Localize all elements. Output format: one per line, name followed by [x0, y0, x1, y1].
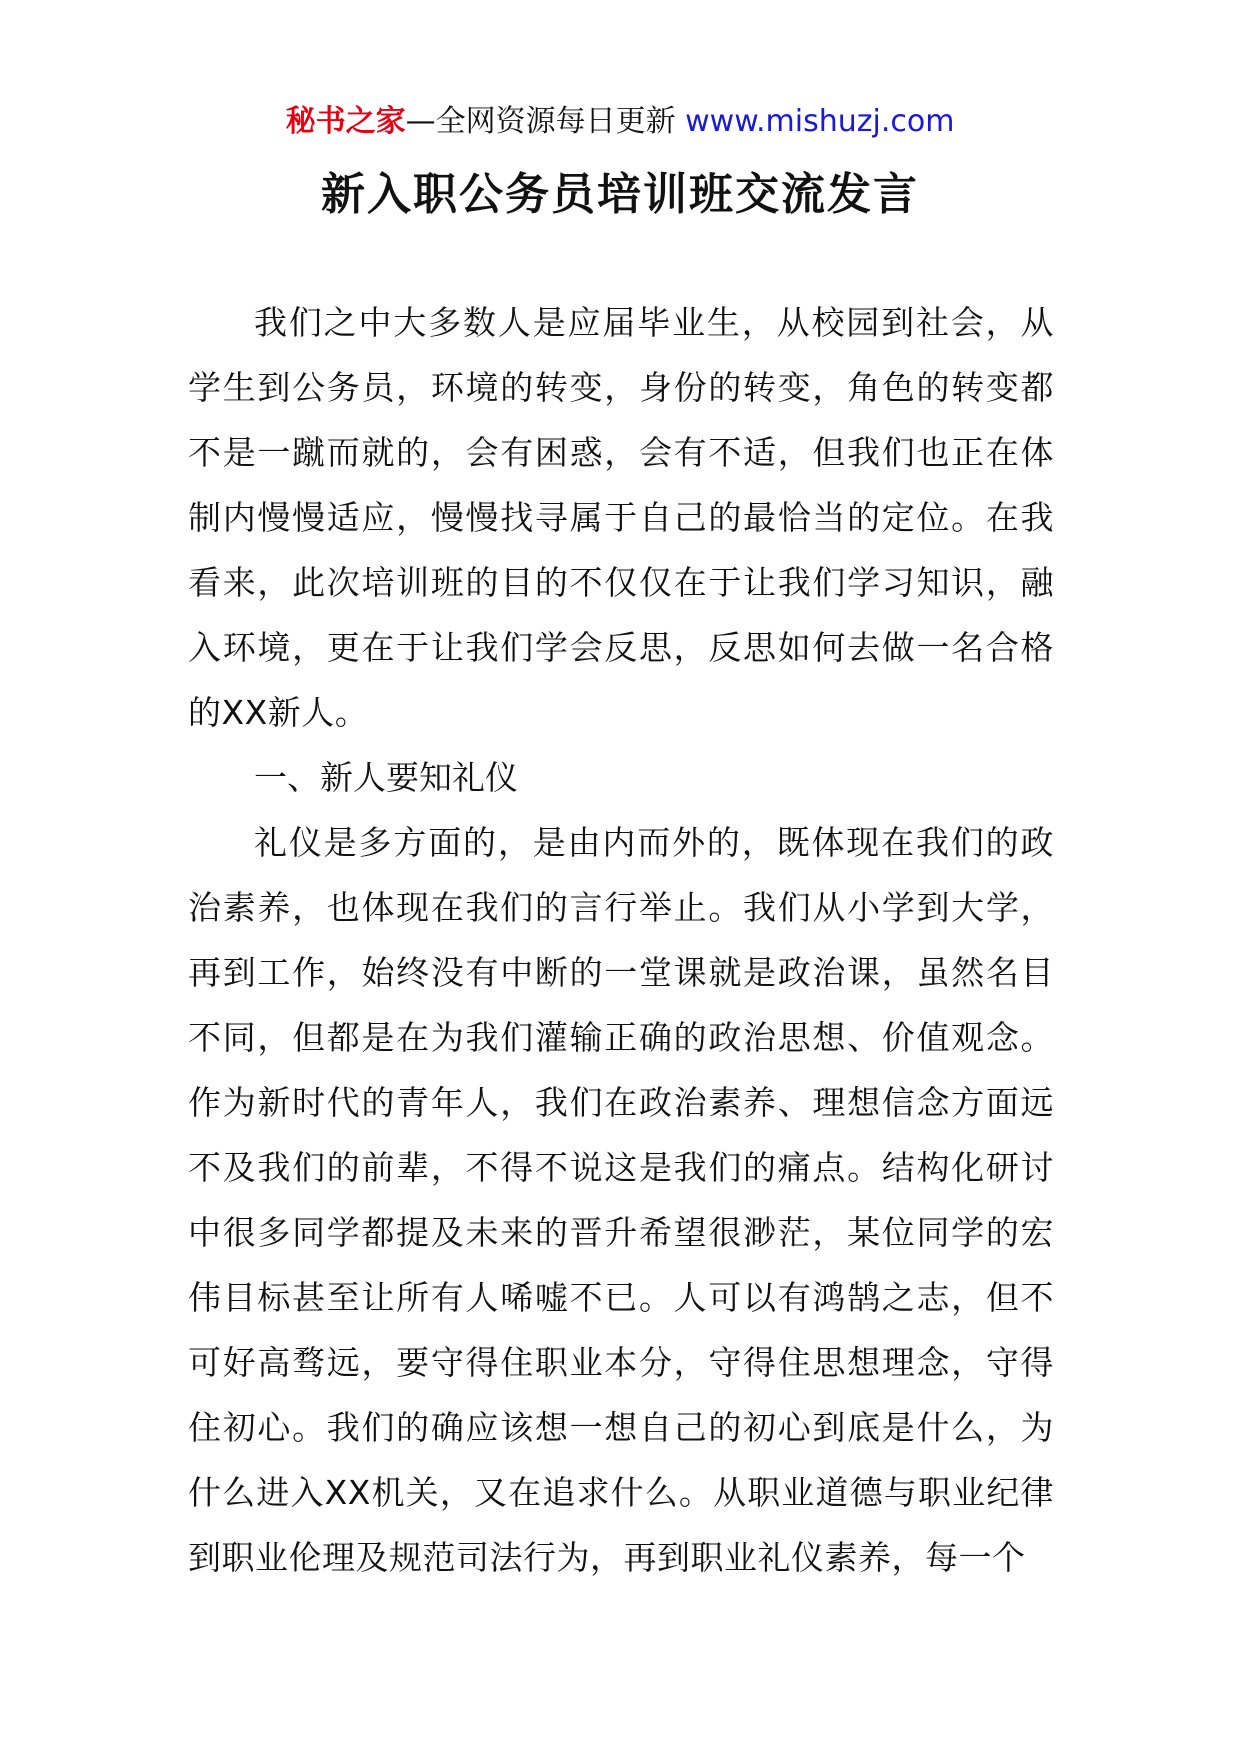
- site-url-link[interactable]: www.mishuzj.com: [685, 104, 955, 139]
- intro-paragraph: 我们之中大多数人是应届毕业生，从校园到社会，从学生到公务员，环境的转变，身份的转变，角色的转变都不是一蹴而就的，会有困惑，会有不适，但我们也正在体制内慢慢适应，慢慢找寻属于自己的最恰当的定位。在我看来，此次培训班的目的不仅仅在于让我们学习知识，融入环境，更在于让我们学会反思，反思如何去做一名合格的XX新人。: [188, 303, 1054, 732]
- site-header: [0, 100, 1240, 144]
- document-title: 新入职公务员培训班交流发言: [321, 169, 919, 220]
- section-heading-etiquette: 一、新人要知礼仪: [254, 758, 518, 797]
- site-brand: 秘书之家: [285, 104, 406, 139]
- etiquette-paragraph: 礼仪是多方面的，是由内而外的，既体现在我们的政治素养，也体现在我们的言行举止。我们从小学到大学，再到工作，始终没有中断的一堂课就是政治课，虽然名目不同，但都是在为我们灌输正确的政治思想、价值观念。作为新时代的青年人，我们在政治素养、理想信念方面远不及我们的前辈，不得不说这是我们的痛点。结构化研讨中很多同学都提及未来的晋升希望很渺茫，某位同学的宏伟目标甚至让所有人唏嘘不已。人可以有鸿鹄之志，但不可好高骛远，要守得住职业本分，守得住思想理念，守得住初心。我们的确应该想一想自己的初心到底是什么，为什么进入XX机关，又在追求什么。从职业道德与职业纪律到职业伦理及规范司法行为，再到职业礼仪素养，每一个: [188, 823, 1054, 1577]
- site-slogan: —全网资源每日更新: [405, 104, 686, 139]
- document-body: [188, 290, 1054, 1590]
